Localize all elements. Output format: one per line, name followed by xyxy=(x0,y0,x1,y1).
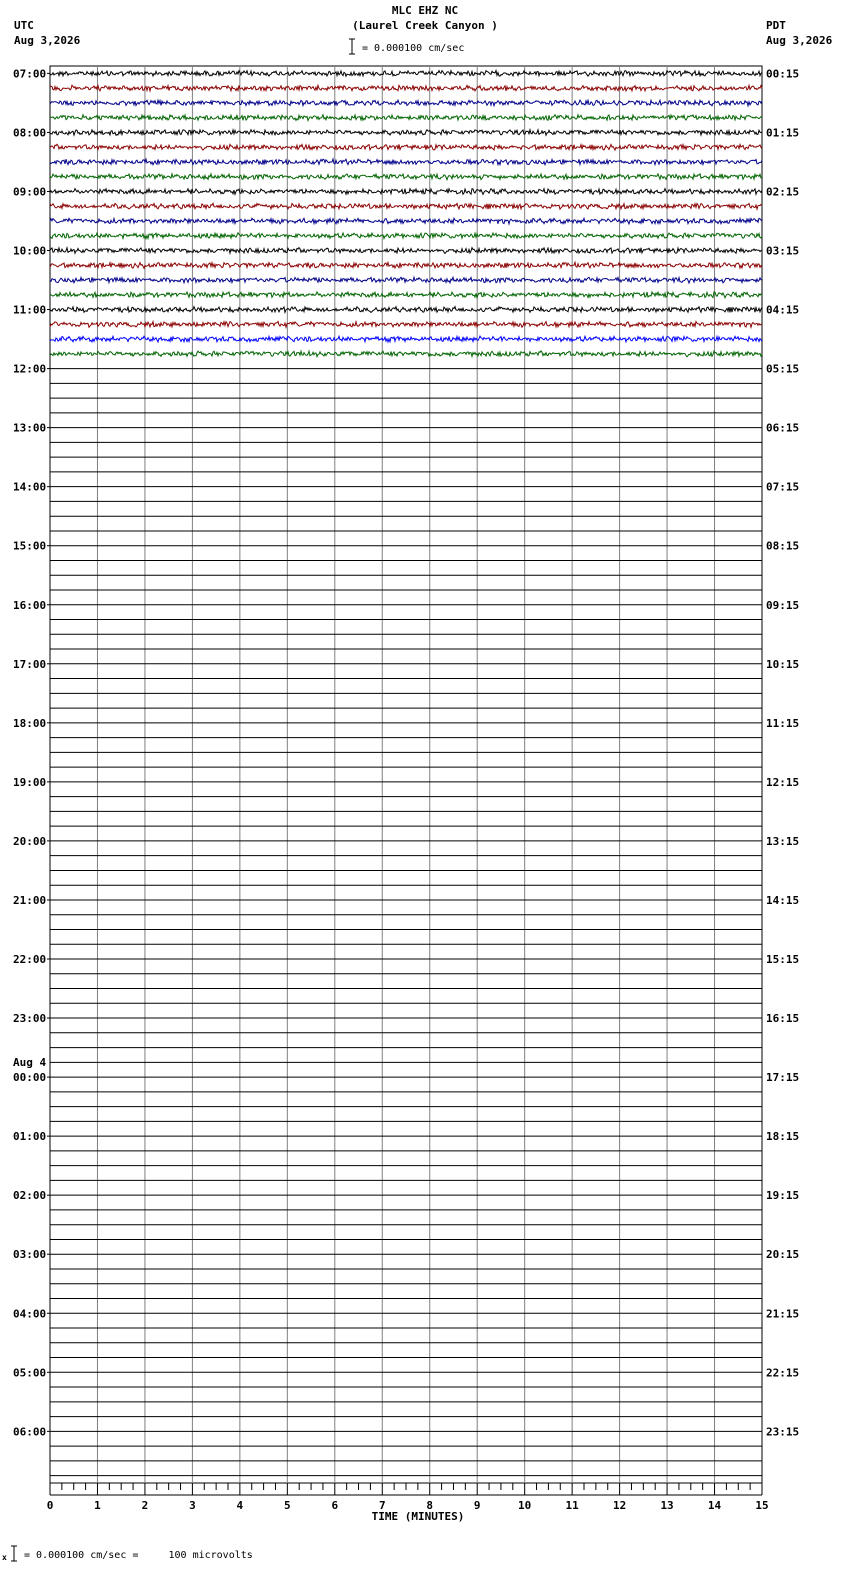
pdt-hour-label: 05:15 xyxy=(766,362,800,376)
pdt-hour-label: 19:15 xyxy=(766,1189,800,1203)
x-tick-label: 2 xyxy=(141,1499,149,1512)
seismic-trace xyxy=(50,292,762,298)
pdt-hour-label: 07:15 xyxy=(766,480,800,494)
pdt-hour-label: 12:15 xyxy=(766,775,800,789)
date-change-label: Aug 4 xyxy=(13,1056,47,1070)
utc-hour-label: 15:00 xyxy=(13,539,47,553)
x-tick-label: 8 xyxy=(426,1499,434,1512)
utc-hour-label: 16:00 xyxy=(13,598,47,612)
seismic-trace xyxy=(50,130,762,136)
x-axis xyxy=(47,1483,769,1523)
x-tick-label: 13 xyxy=(660,1499,674,1512)
utc-hour-label: 05:00 xyxy=(13,1366,47,1380)
utc-hour-label: 00:00 xyxy=(13,1071,47,1085)
pdt-hour-label: 15:15 xyxy=(766,953,800,967)
pdt-hour-label: 08:15 xyxy=(766,539,800,553)
pdt-hour-label: 21:15 xyxy=(766,1307,800,1321)
pdt-hour-label: 23:15 xyxy=(766,1425,800,1439)
utc-hour-label: 22:00 xyxy=(13,953,47,967)
left-date: Aug 3,2026 xyxy=(14,34,81,47)
utc-hour-label: 01:00 xyxy=(13,1130,47,1144)
left-timezone: UTC xyxy=(14,19,34,32)
utc-hour-label: 21:00 xyxy=(13,893,47,907)
x-tick-label: 4 xyxy=(236,1499,244,1512)
x-tick-label: 1 xyxy=(94,1499,101,1512)
utc-hour-label: 18:00 xyxy=(13,716,47,730)
seismic-trace xyxy=(50,351,762,357)
station-title: MLC EHZ NC xyxy=(391,4,459,17)
pdt-hour-label: 02:15 xyxy=(766,185,800,199)
seismic-trace xyxy=(50,322,762,328)
utc-hour-label: 19:00 xyxy=(13,775,47,789)
utc-hour-label: 20:00 xyxy=(13,834,47,848)
seismic-trace xyxy=(50,307,762,313)
x-tick-label: 7 xyxy=(378,1499,386,1512)
pdt-hour-label: 17:15 xyxy=(766,1071,800,1085)
utc-hour-label: 06:00 xyxy=(13,1425,47,1439)
utc-hour-label: 10:00 xyxy=(13,244,47,258)
seismic-trace xyxy=(50,159,762,165)
right-date: Aug 3,2026 xyxy=(766,34,833,47)
pdt-hour-label: 06:15 xyxy=(766,421,800,435)
traces xyxy=(50,71,762,357)
x-tick-label: 15 xyxy=(755,1499,769,1512)
pdt-hour-label: 00:15 xyxy=(766,67,800,81)
seismic-trace xyxy=(50,85,762,91)
pdt-hour-label: 13:15 xyxy=(766,834,800,848)
pdt-hour-label: 10:15 xyxy=(766,657,800,671)
station-location: (Laurel Creek Canyon ) xyxy=(352,19,498,32)
x-tick-label: 6 xyxy=(331,1499,339,1512)
footer-scale-note: = 0.000100 cm/sec = 100 microvolts xyxy=(24,1550,253,1561)
utc-hour-label: 11:00 xyxy=(13,303,47,317)
seismic-trace xyxy=(50,233,762,239)
seismic-trace xyxy=(50,115,762,121)
utc-hour-label: 03:00 xyxy=(13,1248,47,1262)
seismic-trace xyxy=(50,174,762,180)
utc-hour-label: 13:00 xyxy=(13,421,47,435)
pdt-hour-label: 03:15 xyxy=(766,244,800,258)
seismic-trace xyxy=(50,203,762,209)
x-axis-title: TIME (MINUTES) xyxy=(371,1510,465,1523)
x-tick-label: 5 xyxy=(284,1499,291,1512)
pdt-hour-label: 04:15 xyxy=(766,303,800,317)
utc-hour-label: 12:00 xyxy=(13,362,47,376)
seismic-trace xyxy=(50,248,762,254)
x-tick-label: 9 xyxy=(473,1499,481,1512)
x-tick-label: 14 xyxy=(707,1499,722,1512)
right-timezone: PDT xyxy=(766,19,786,32)
x-tick-label: 3 xyxy=(189,1499,196,1512)
x-tick-label: 11 xyxy=(565,1499,579,1512)
pdt-hour-label: 20:15 xyxy=(766,1248,800,1262)
utc-hour-label: 07:00 xyxy=(13,67,47,81)
seismic-trace xyxy=(50,218,762,224)
x-tick-label: 0 xyxy=(46,1499,54,1512)
pdt-hour-label: 22:15 xyxy=(766,1366,800,1380)
seismic-trace xyxy=(50,71,762,77)
pdt-hour-label: 01:15 xyxy=(766,126,800,140)
pdt-hour-label: 11:15 xyxy=(766,716,800,730)
scale-label: = 0.000100 cm/sec xyxy=(362,43,465,54)
x-tick-label: 12 xyxy=(612,1499,627,1512)
utc-hour-label: 02:00 xyxy=(13,1189,47,1203)
utc-hour-label: 23:00 xyxy=(13,1012,47,1026)
utc-hour-label: 17:00 xyxy=(13,657,47,671)
seismic-trace xyxy=(50,336,762,342)
seismic-trace xyxy=(50,144,762,150)
pdt-hour-label: 14:15 xyxy=(766,893,800,907)
x-tick-label: 10 xyxy=(518,1499,532,1512)
utc-hour-label: 08:00 xyxy=(13,126,47,140)
seismic-trace xyxy=(50,277,762,283)
pdt-hour-label: 18:15 xyxy=(766,1130,800,1144)
footer-marker: x xyxy=(2,1553,7,1562)
seismic-trace xyxy=(50,262,762,268)
footer-scale-bar-icon xyxy=(10,1545,18,1563)
utc-hour-label: 14:00 xyxy=(13,480,47,494)
pdt-hour-label: 09:15 xyxy=(766,598,800,612)
seismic-trace xyxy=(50,100,762,106)
utc-hour-label: 09:00 xyxy=(13,185,47,199)
utc-hour-label: 04:00 xyxy=(13,1307,47,1321)
pdt-hour-label: 16:15 xyxy=(766,1012,800,1026)
seismic-trace xyxy=(50,189,762,195)
